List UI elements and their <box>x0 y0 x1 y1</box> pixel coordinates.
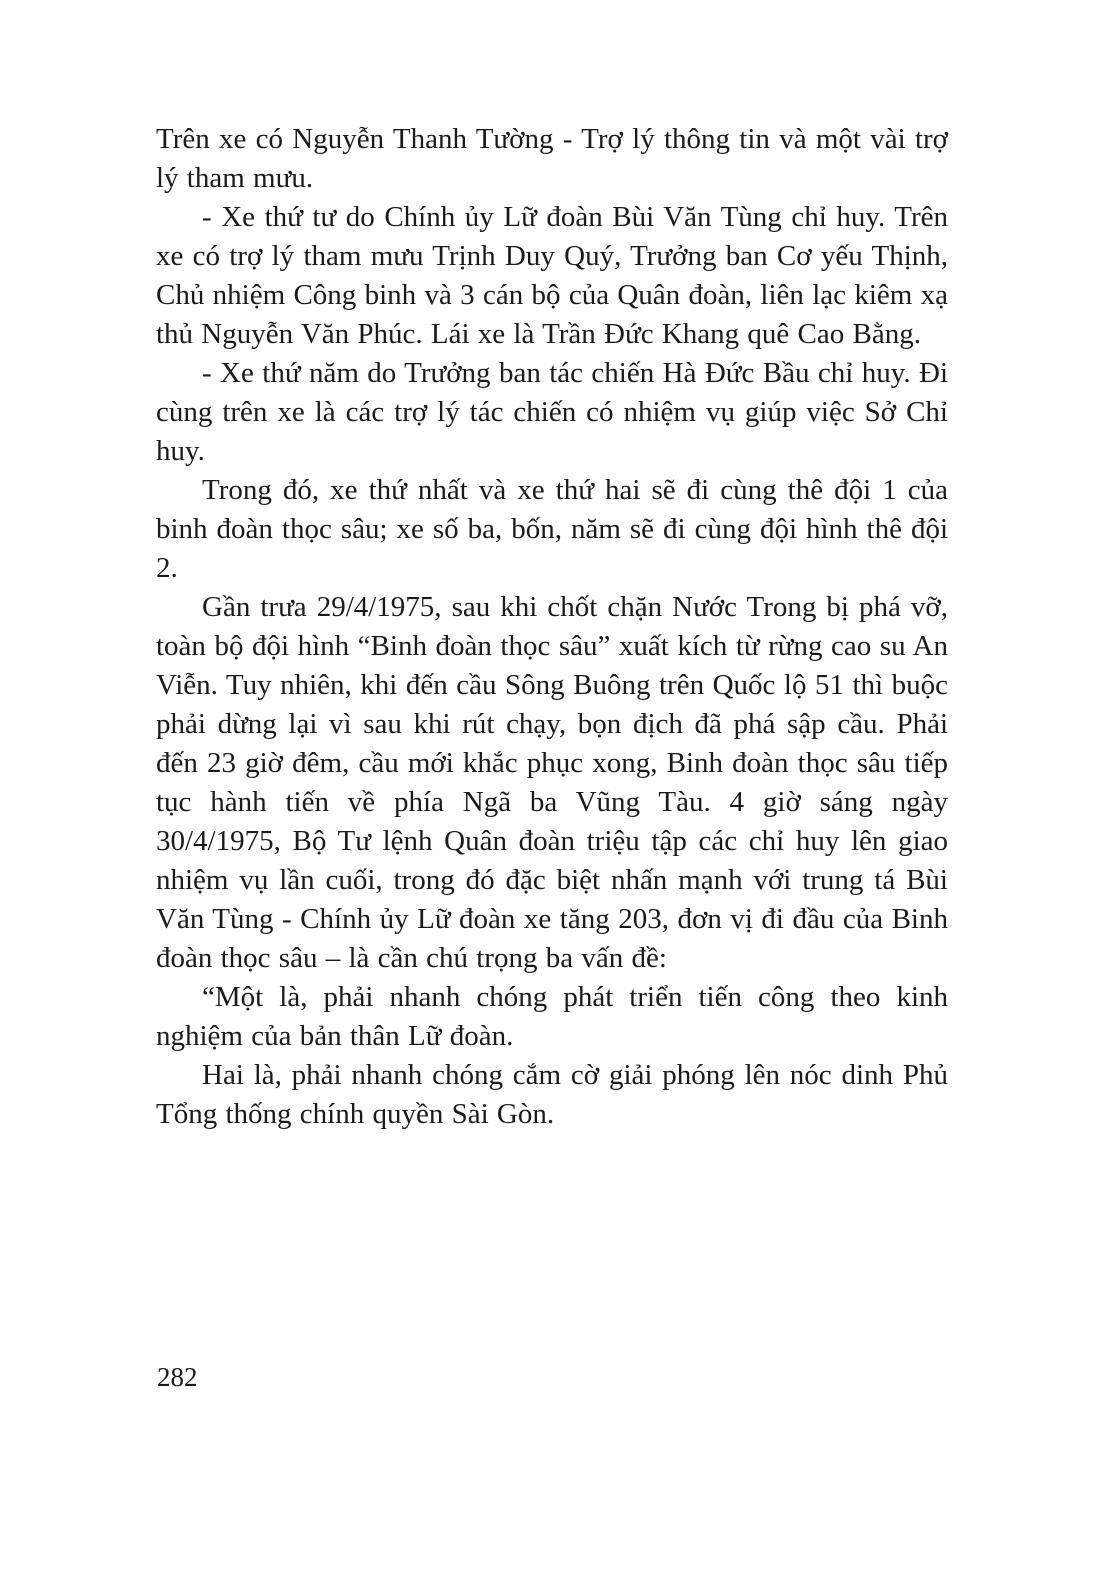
page-number: 282 <box>157 1362 198 1392</box>
paragraph: - Xe thứ năm do Trưởng ban tác chiến Hà Đức Bầu chỉ huy. Đi cùng trên xe là các trợ lý tác chiến có nhiệm vụ giúp việc Sở Chỉ huy. <box>156 357 948 467</box>
paragraph: Trong đó, xe thứ nhất và xe thứ hai sẽ đi cùng thê đội 1 của binh đoàn thọc sâu; xe số ba, bốn, năm sẽ đi cùng đội hình thê đội 2. <box>156 474 948 584</box>
page-text <box>156 120 948 1134</box>
paragraph: Trên xe có Nguyễn Thanh Tường - Trợ lý thông tin và một vài trợ lý tham mưu. <box>156 123 948 194</box>
paragraph: Hai là, phải nhanh chóng cắm cờ giải phóng lên nóc dinh Phủ Tổng thống chính quyền Sài Gòn. <box>156 1059 948 1130</box>
paragraph: Gần trưa 29/4/1975, sau khi chốt chặn Nước Trong bị phá vỡ, toàn bộ đội hình “Binh đoàn thọc sâu” xuất kích từ rừng cao su An Viễn. Tuy nhiên, khi đến cầu Sông Buông trên Quốc lộ 51 thì buộc phải dừng lại vì sau khi rút chạy, bọn địch đã phá sập cầu. Phải đến 23 giờ đêm, cầu mới khắc phục xong, Binh đoàn thọc sâu tiếp tục hành tiến về phía Ngã ba Vũng Tàu. 4 giờ sáng ngày 30/4/1975, Bộ Tư lệnh Quân đoàn triệu tập các chỉ huy lên giao nhiệm vụ lần cuối, trong đó đặc biệt nhấn mạnh với trung tá Bùi Văn Tùng - Chính ủy Lữ đoàn xe tăng 203, đơn vị đi đầu của Binh đoàn thọc sâu – là cần chú trọng ba vấn đề: <box>156 591 948 974</box>
paragraph: - Xe thứ tư do Chính ủy Lữ đoàn Bùi Văn Tùng chỉ huy. Trên xe có trợ lý tham mưu Trịnh Duy Quý, Trưởng ban Cơ yếu Thịnh, Chủ nhiệm Công binh và 3 cán bộ của Quân đoàn, liên lạc kiêm xạ thủ Nguyễn Văn Phúc. Lái xe là Trần Đức Khang quê Cao Bằng. <box>156 201 948 350</box>
paragraph: “Một là, phải nhanh chóng phát triển tiến công theo kinh nghiệm của bản thân Lữ đoàn. <box>156 981 948 1052</box>
